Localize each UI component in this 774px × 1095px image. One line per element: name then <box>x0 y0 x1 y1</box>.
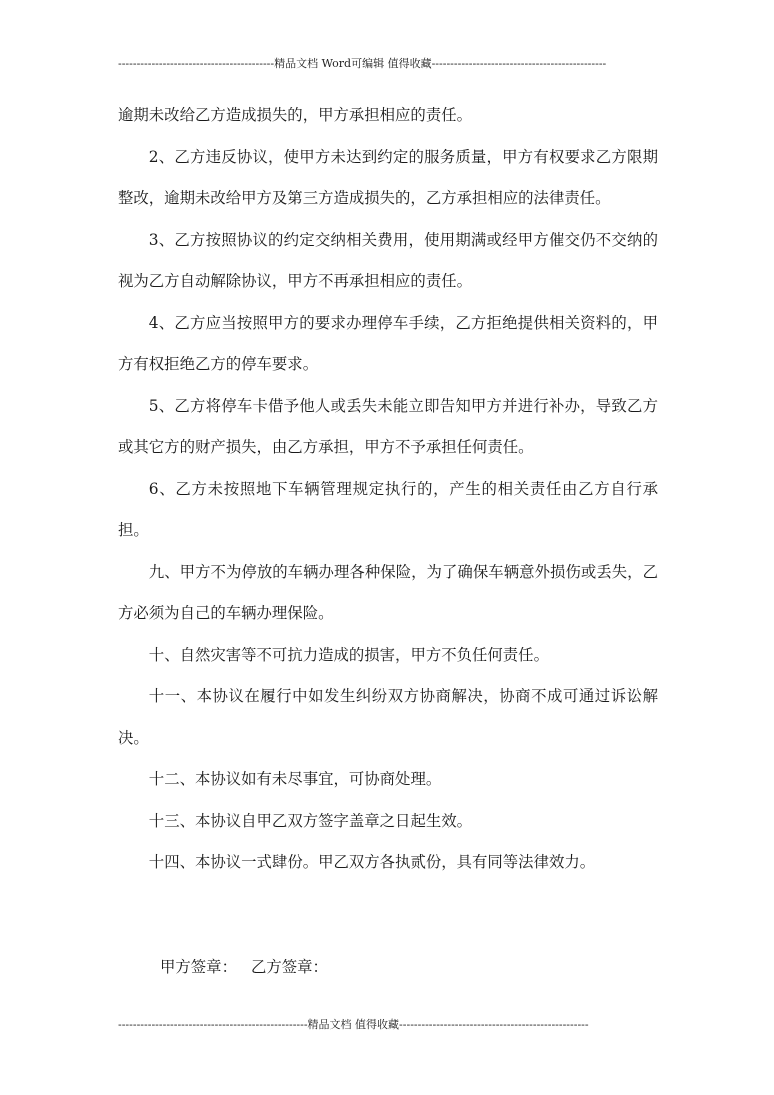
paragraph-item-3: 3、乙方按照协议的约定交纳相关费用，使用期满或经甲方催交仍不交纳的视为乙方自动解除协议，甲方不再承担相应的责任。 <box>118 230 658 290</box>
clause-14: 十四、本协议一式肆份。甲乙双方各执贰份，具有同等法律效力。 <box>148 853 596 871</box>
page-footer: ---------------------------------------------------精品文档 值得收藏--------------------------------------------------- <box>118 1018 589 1031</box>
paragraph-item-4: 4、乙方应当按照甲方的要求办理停车手续，乙方拒绝提供相关资料的，甲方有权拒绝乙方的停车要求。 <box>118 313 658 373</box>
paragraph-item-5: 5、乙方将停车卡借予他人或丢失未能立即告知甲方并进行补办，导致乙方或其它方的财产损失，由乙方承担，甲方不予承担任何责任。 <box>118 396 658 456</box>
paragraph-item-6: 6、乙方未按照地下车辆管理规定执行的，产生的相关责任由乙方自行承担。 <box>118 479 658 539</box>
party-a-signature-label: 甲方签章： <box>160 958 237 976</box>
signature-line <box>160 953 328 981</box>
page-header: ------------------------------------------精品文档 Word可编辑 值得收藏----------------------------------------------- <box>118 57 607 70</box>
clause-9: 九、甲方不为停放的车辆办理各种保险，为了确保车辆意外损伤或丢失，乙方必须为自己的车辆办理保险。 <box>118 562 658 622</box>
document-body <box>118 95 658 884</box>
party-b-signature-label: 乙方签章： <box>250 958 328 976</box>
clause-10: 十、自然灾害等不可抗力造成的损害，甲方不负任何责任。 <box>148 645 549 664</box>
clause-13: 十三、本协议自甲乙双方签字盖章之日起生效。 <box>148 811 473 830</box>
clause-12: 十二、本协议如有未尽事宜，可协商处理。 <box>148 770 442 788</box>
paragraph-continuation: 逾期未改给乙方造成损失的，甲方承担相应的责任。 <box>118 106 472 124</box>
paragraph-item-2: 2、乙方违反协议，使甲方未达到约定的服务质量，甲方有权要求乙方限期整改，逾期未改给甲方及第三方造成损失的，乙方承担相应的法律责任。 <box>118 147 658 207</box>
clause-11: 十一、本协议在履行中如发生纠纷双方协商解决，协商不成可通过诉讼解决。 <box>118 687 658 747</box>
